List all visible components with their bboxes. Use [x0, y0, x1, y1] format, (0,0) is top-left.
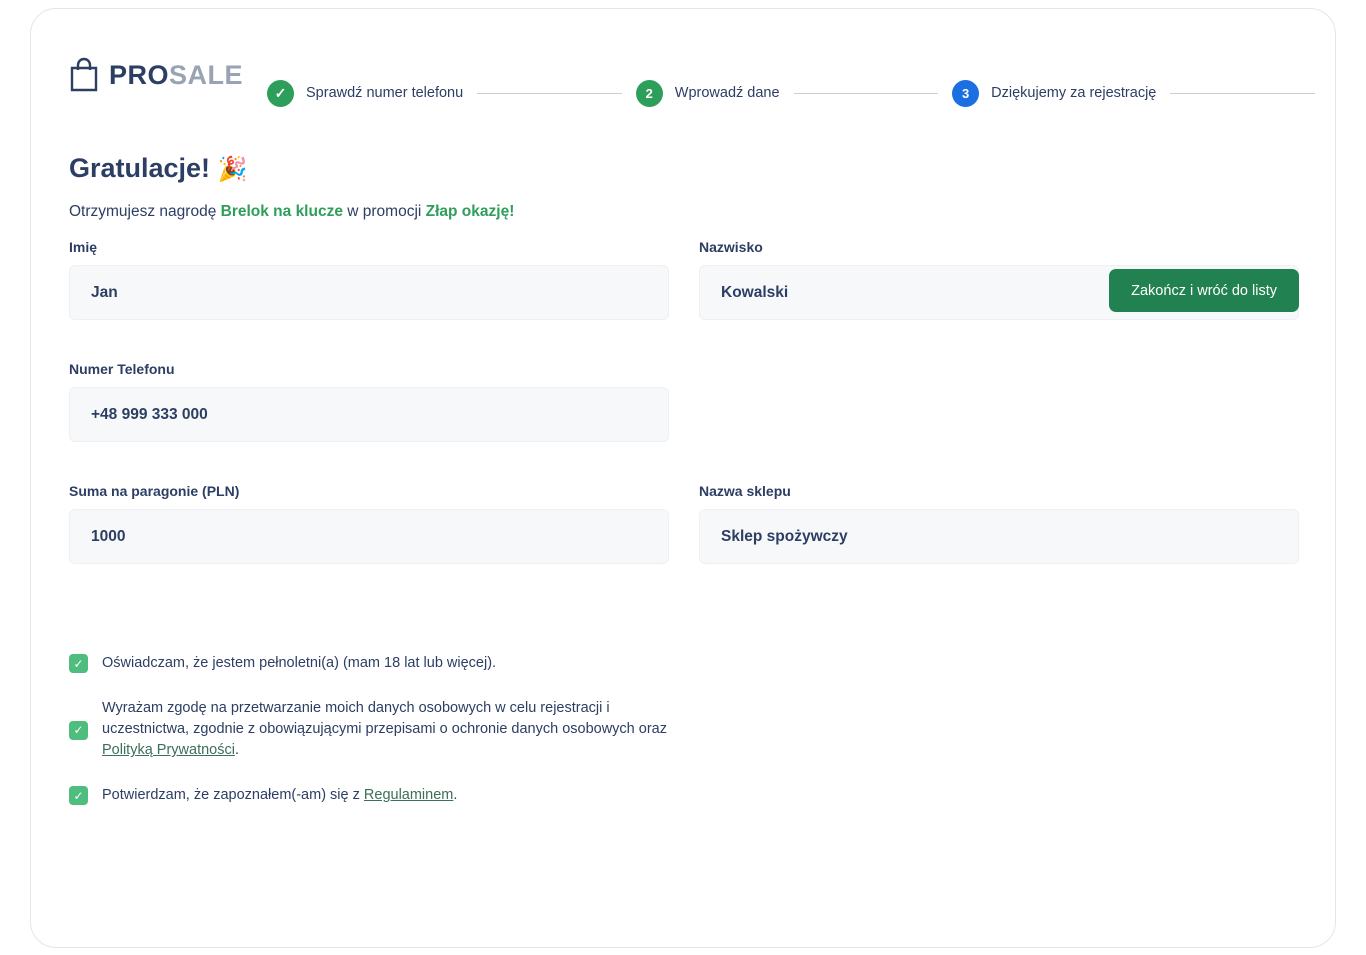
finish-and-return-button[interactable]: Zakończ i wróć do listy — [1109, 269, 1299, 312]
row-spacer-2 — [69, 442, 1299, 483]
shop-name-label: Nazwa sklepu — [699, 483, 791, 499]
step-connector-1 — [477, 93, 622, 94]
subtitle-prize: Brelok na klucze — [220, 203, 343, 220]
logo-pro-text: PRO — [109, 59, 170, 90]
step-2-badge: 2 — [636, 80, 663, 107]
field-phone — [69, 361, 669, 442]
terms-checkbox[interactable] — [69, 786, 88, 805]
shopping-bag-icon — [69, 57, 99, 93]
party-popper-icon: 🎉 — [217, 156, 248, 183]
field-receipt-sum — [69, 483, 669, 564]
first-name-input[interactable] — [69, 265, 669, 320]
terms-check-icon: ✓ — [73, 788, 84, 803]
subtitle-promo: Złap okazję! — [425, 203, 515, 220]
first-name-label: Imię — [69, 239, 98, 255]
logo-sale-text: SALE — [169, 59, 244, 90]
step-3[interactable] — [952, 80, 1156, 107]
consents-section — [69, 653, 689, 830]
brand-logo — [69, 57, 243, 93]
last-name-label: Nazwisko — [699, 239, 763, 255]
step-1-label: Sprawdź numer telefonu — [306, 85, 464, 101]
progress-steps — [267, 63, 1329, 123]
gdpr-consent-suffix: . — [234, 742, 239, 759]
terms-link[interactable]: Regulaminem — [363, 787, 454, 804]
gdpr-consent-text: Wyrażam zgodę na przetwarzanie moich danych osobowych w celu rejestracji i uczestnictwa, zgodnie z obowiązującymi przepisami o ochronie danych osobowych oraz — [102, 700, 667, 738]
subtitle-middle: w promocji — [342, 203, 426, 220]
step-3-badge: 3 — [952, 80, 979, 107]
phone-input[interactable] — [69, 387, 669, 442]
terms-consent-suffix: . — [453, 787, 458, 804]
field-first-name — [69, 239, 669, 320]
phone-label: Numer Telefonu — [69, 361, 175, 377]
subtitle-prefix: Otrzymujesz nagrodę — [69, 203, 221, 220]
terms-consent-label — [102, 785, 457, 806]
app-window — [30, 8, 1336, 948]
step-3-label: Dziękujemy za rejestrację — [991, 85, 1157, 101]
form-row-phone — [69, 361, 1299, 442]
receipt-sum-label: Suma na paragonie (PLN) — [69, 483, 240, 499]
field-shop-name — [699, 483, 1299, 564]
step-connector-3 — [1170, 93, 1315, 94]
step-1[interactable] — [267, 80, 463, 107]
page-header — [31, 9, 1335, 141]
step-2[interactable] — [636, 80, 780, 107]
row-spacer-1 — [69, 320, 1299, 361]
step-1-check-icon: ✓ — [267, 80, 294, 107]
shop-name-input[interactable] — [699, 509, 1299, 564]
gdpr-checkbox[interactable] — [69, 721, 88, 740]
step-connector-2 — [794, 93, 939, 94]
field-placeholder-empty — [699, 361, 1299, 442]
page-title — [69, 153, 247, 184]
page-subtitle — [69, 203, 514, 221]
consent-age — [69, 653, 689, 674]
terms-consent-prefix: Potwierdzam, że zapoznałem(-am) się z — [102, 787, 364, 804]
receipt-sum-input[interactable] — [69, 509, 669, 564]
gdpr-check-icon: ✓ — [73, 723, 84, 738]
gdpr-consent-label — [102, 698, 689, 761]
consent-gdpr — [69, 698, 689, 761]
age-check-icon: ✓ — [73, 656, 84, 671]
age-checkbox[interactable] — [69, 654, 88, 673]
form-row-receipt — [69, 483, 1299, 564]
consent-terms — [69, 785, 689, 806]
step-2-label: Wprowadź dane — [674, 85, 780, 101]
registration-form — [69, 239, 1299, 564]
age-consent-label: Oświadczam, że jestem pełnoletni(a) (mam 18 lat lub więcej). — [102, 655, 497, 671]
privacy-policy-link[interactable]: Polityką Prywatności — [102, 742, 235, 759]
page-title-text: Gratulacje! — [69, 153, 211, 183]
